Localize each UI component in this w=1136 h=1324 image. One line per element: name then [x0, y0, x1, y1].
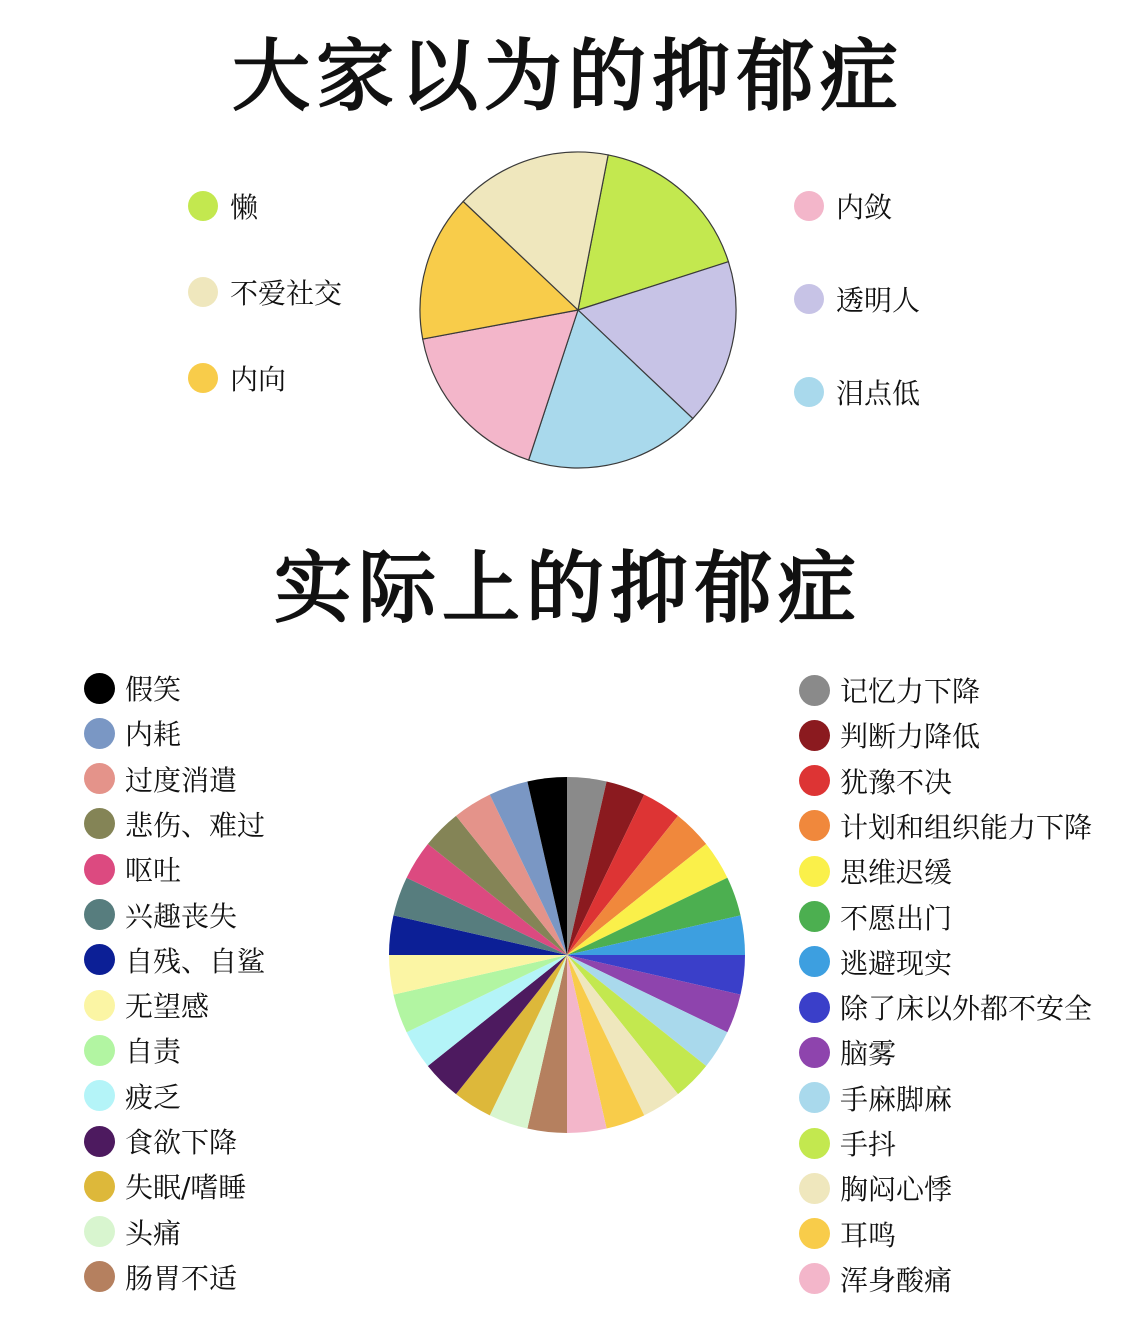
actual-legend-swatch [84, 673, 115, 704]
actual-legend-label: 浑身酸痛 [840, 1263, 953, 1297]
actual-legend-swatch [84, 944, 115, 975]
actual-legend-swatch [799, 1037, 830, 1068]
actual-legend-item [799, 715, 980, 755]
actual-legend-swatch [799, 1128, 830, 1159]
actual-legend-label: 自责 [125, 1035, 182, 1069]
actual-legend-swatch [799, 720, 830, 751]
actual-legend-label: 无望感 [125, 990, 210, 1024]
actual-legend-label: 过度消遣 [125, 763, 238, 797]
actual-legend-item [799, 1214, 896, 1254]
actual-legend-item [84, 713, 181, 753]
actual-legend-label: 记忆力下降 [840, 675, 981, 708]
actual-legend-swatch [799, 856, 830, 887]
actual-legend-label: 除了床以外都不安全 [840, 992, 1093, 1026]
actual-legend-label: 自残、自鲨 [125, 944, 266, 978]
perceived-legend-label: 懒 [230, 191, 259, 224]
actual-legend-label: 假笑 [125, 673, 182, 706]
actual-legend-item [84, 804, 265, 844]
perceived-legend-item [794, 372, 920, 412]
actual-legend-label: 胸闷心悸 [840, 1173, 953, 1207]
actual-legend-label: 脑雾 [840, 1037, 897, 1071]
actual-legend-item [84, 1166, 246, 1206]
perceived-legend-label: 透明人 [836, 284, 921, 317]
actual-legend-label: 耳鸣 [840, 1218, 897, 1252]
actual-legend-item [799, 1032, 896, 1072]
perceived-legend-swatch [188, 277, 218, 307]
actual-legend-label: 不愿出门 [840, 901, 953, 935]
actual-legend-swatch [84, 1171, 115, 1202]
actual-legend-swatch [799, 992, 830, 1023]
actual-legend-item [799, 851, 952, 891]
actual-legend-item [84, 985, 209, 1025]
actual-legend-item [84, 1121, 237, 1161]
actual-legend-item [84, 759, 237, 799]
pie-chart-actual [385, 770, 749, 1140]
actual-legend-swatch [84, 1216, 115, 1247]
actual-legend-item [799, 670, 980, 710]
chart-title-perceived: 大家以为的抑郁症 [231, 32, 904, 122]
actual-legend-item [799, 806, 1092, 846]
actual-legend-item [799, 987, 1092, 1027]
actual-legend-item [799, 761, 952, 801]
actual-legend-item [84, 1257, 237, 1297]
actual-legend-swatch [84, 990, 115, 1021]
actual-legend-item [84, 1030, 181, 1070]
actual-legend-label: 犹豫不决 [840, 765, 953, 799]
actual-legend-swatch [84, 1261, 115, 1292]
chart-title-actual: 实际上的抑郁症 [273, 544, 862, 634]
actual-legend-label: 手抖 [840, 1128, 897, 1161]
actual-legend-label: 思维迟缓 [840, 856, 953, 890]
actual-legend-swatch [84, 808, 115, 839]
actual-legend-swatch [799, 901, 830, 932]
actual-legend-item [799, 1259, 952, 1299]
actual-legend-label: 呕吐 [125, 854, 182, 888]
actual-legend-swatch [84, 854, 115, 885]
actual-legend-label: 肠胃不适 [125, 1261, 238, 1295]
actual-legend-label: 悲伤、难过 [125, 808, 266, 842]
actual-legend-swatch [84, 1126, 115, 1157]
perceived-legend-label: 泪点低 [836, 377, 921, 410]
actual-legend-item [84, 1212, 181, 1252]
perceived-legend-item [188, 358, 286, 398]
actual-legend-label: 兴趣丧失 [125, 899, 238, 933]
perceived-legend-item [188, 272, 342, 312]
actual-legend-swatch [84, 1035, 115, 1066]
perceived-legend-item [794, 279, 920, 319]
actual-legend-item [799, 897, 952, 937]
perceived-legend-item [188, 186, 258, 226]
perceived-legend-label: 内向 [230, 363, 287, 396]
actual-legend-swatch [799, 810, 830, 841]
perceived-legend-label: 不爱社交 [230, 277, 343, 310]
actual-legend-item [799, 1168, 952, 1208]
actual-legend-swatch [84, 899, 115, 930]
perceived-legend-item [794, 186, 892, 226]
actual-legend-item [84, 895, 237, 935]
actual-legend-label: 计划和组织能力下降 [840, 810, 1093, 844]
actual-legend-label: 失眠/嗜睡 [125, 1171, 247, 1205]
actual-legend-item [84, 668, 181, 708]
actual-legend-swatch [799, 1173, 830, 1204]
actual-legend-swatch [84, 763, 115, 794]
actual-legend-label: 疲乏 [125, 1080, 182, 1114]
actual-legend-swatch [799, 1082, 830, 1113]
actual-legend-item [799, 942, 952, 982]
actual-legend-swatch [799, 675, 830, 706]
actual-legend-label: 逃避现实 [840, 946, 953, 980]
actual-legend-item [799, 1078, 952, 1118]
actual-legend-swatch [799, 765, 830, 796]
perceived-legend-swatch [794, 191, 824, 221]
actual-legend-label: 内耗 [125, 718, 182, 752]
actual-legend-label: 头痛 [125, 1216, 182, 1250]
actual-legend-swatch [84, 1080, 115, 1111]
perceived-legend-swatch [794, 284, 824, 314]
perceived-legend-swatch [188, 363, 218, 393]
actual-legend-swatch [84, 718, 115, 749]
perceived-legend-swatch [188, 191, 218, 221]
actual-legend-item [799, 1123, 896, 1163]
actual-legend-item [84, 849, 181, 889]
actual-legend-swatch [799, 1263, 830, 1294]
actual-legend-label: 手麻脚麻 [840, 1082, 953, 1116]
actual-legend-swatch [799, 946, 830, 977]
actual-legend-label: 判断力降低 [840, 720, 981, 754]
perceived-legend-swatch [794, 377, 824, 407]
actual-legend-label: 食欲下降 [125, 1126, 238, 1159]
pie-chart-perceived [410, 150, 750, 480]
actual-legend-item [84, 940, 265, 980]
perceived-legend-label: 内敛 [836, 191, 893, 224]
actual-legend-item [84, 1076, 181, 1116]
actual-legend-swatch [799, 1218, 830, 1249]
